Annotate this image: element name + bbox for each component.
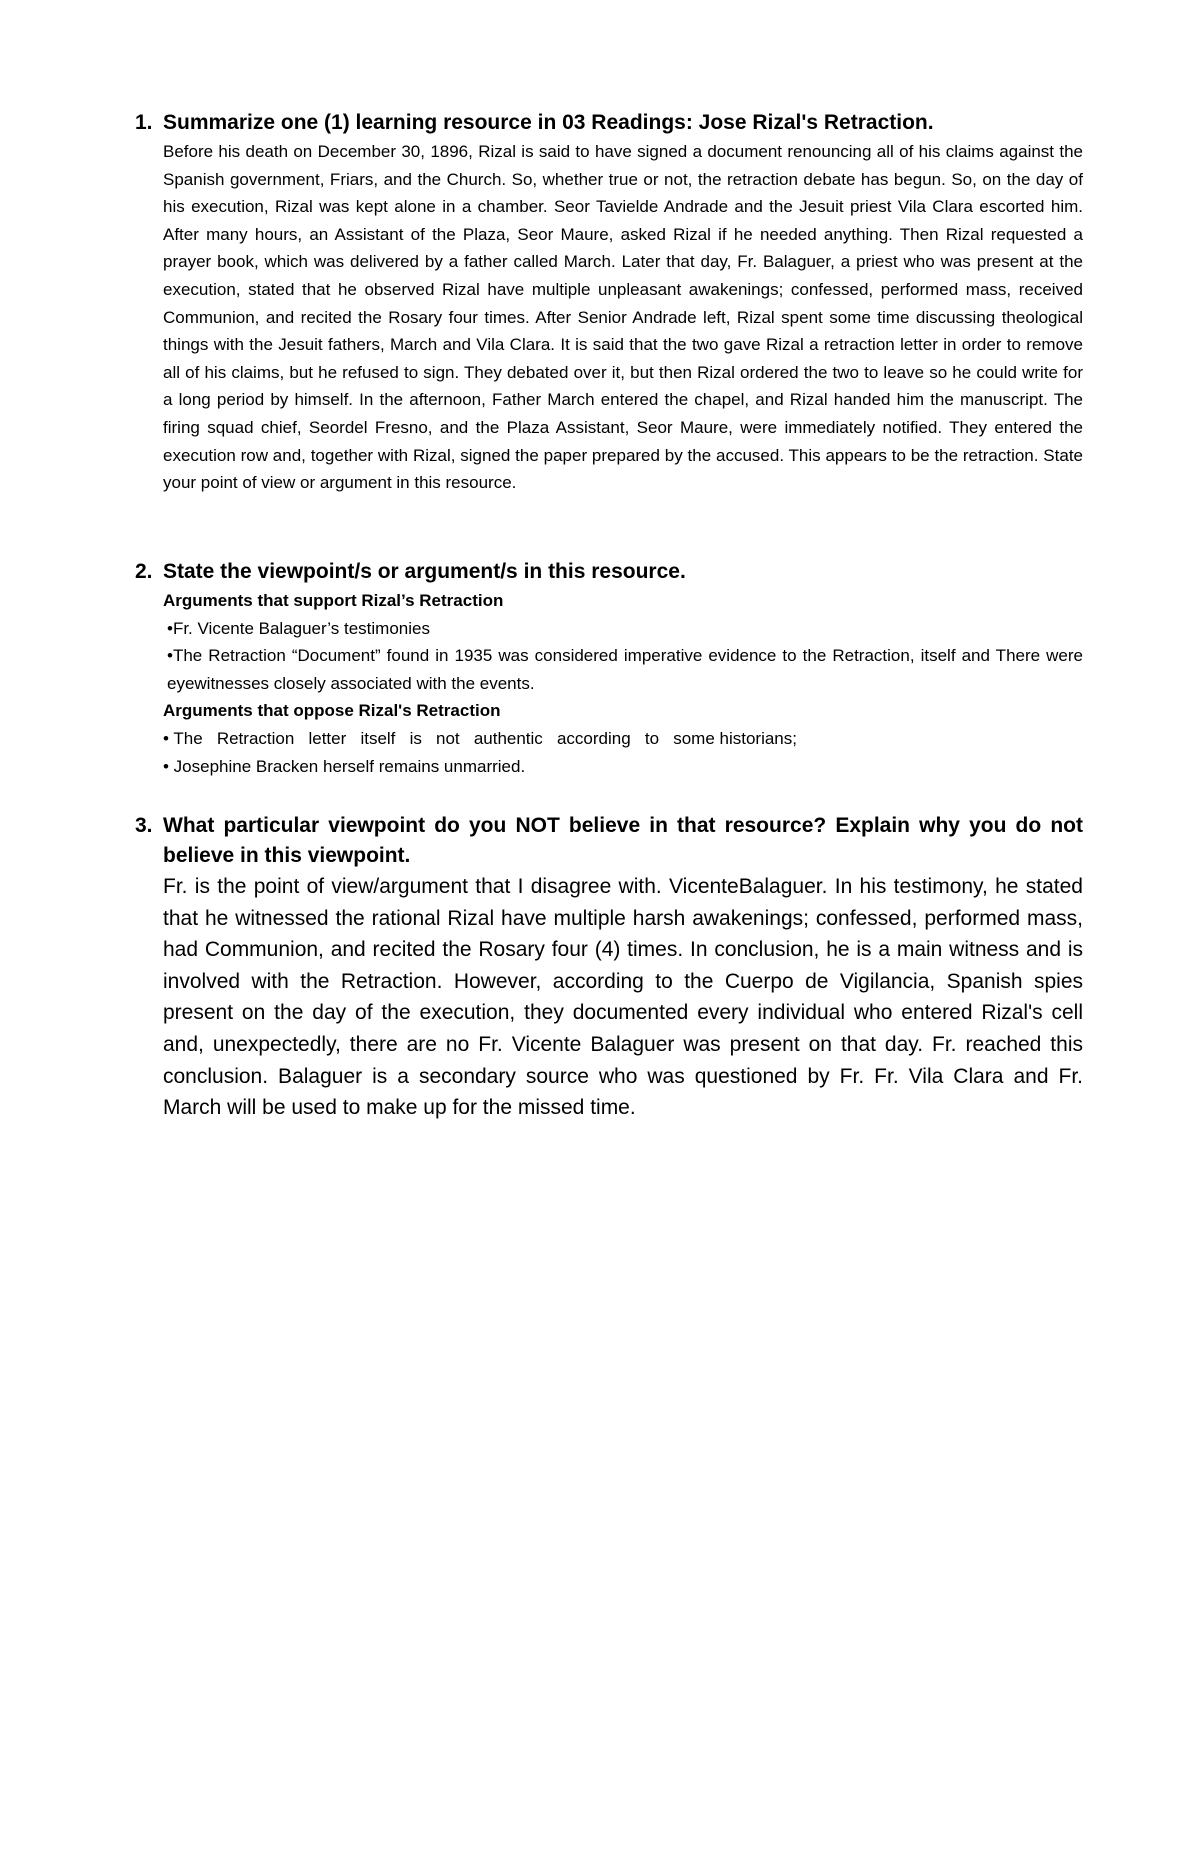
- question-1: [135, 108, 1083, 497]
- question-3-title: What particular viewpoint do you NOT believe in that resource? Explain why you do not believe in this viewpoint.: [163, 814, 1083, 867]
- question-3-answer: Fr. is the point of view/argument that I disagree with. VicenteBalaguer. In his testimony, he stated that he witnessed the rational Rizal have multiple harsh awakenings; confessed, performed mass, had Communion, and recited the Rosary four (4) times. In conclusion, he is a main witness and is involved with the Retraction. However, according to the Cuerpo de Vigilancia, Spanish spies present on the day of the execution, they documented every individual who entered Rizal's cell and, unexpectedly, there are no Fr. Vicente Balaguer was present on that day. Fr. reached this conclusion. Balaguer is a secondary source who was questioned by Fr. Fr. Vila Clara and Fr. March will be used to make up for the missed time.: [163, 875, 1083, 1120]
- support-arguments-heading: Arguments that support Rizal’s Retraction: [163, 591, 504, 610]
- question-1-title: Summarize one (1) learning resource in 03 Readings: Jose Rizal's Retraction.: [163, 111, 934, 134]
- question-3-number: 3.: [135, 814, 153, 837]
- question-2-title: State the viewpoint/s or argument/s in this resource.: [163, 560, 686, 583]
- question-3: [135, 811, 1083, 1124]
- question-2: [135, 557, 1083, 780]
- support-argument-item: •The Retraction “Document” found in 1935 was considered imperative evidence to the Retraction, itself and There were eyewitnesses closely associated with the events.: [167, 646, 1083, 693]
- question-2-answer: [135, 587, 1083, 780]
- question-2-heading: [135, 557, 1083, 587]
- question-2-number: 2.: [135, 560, 153, 583]
- oppose-argument-item: • Josephine Bracken herself remains unmarried.: [163, 756, 526, 776]
- question-1-number: 1.: [135, 111, 153, 134]
- oppose-argument-item: • The Retraction letter itself is not authentic according to some historians;: [163, 728, 797, 748]
- question-1-answer: Before his death on December 30, 1896, Rizal is said to have signed a document renouncing all of his claims against the Spanish government, Friars, and the Church. So, whether true or not, the retraction debate has begun. So, on the day of his execution, Rizal was kept alone in a chamber. Seor Tavielde Andrade and the Jesuit priest Vila Clara escorted him. After many hours, an Assistant of the Plaza, Seor Maure, asked Rizal if he needed anything. Then Rizal requested a prayer book, which was delivered by a father called March. Later that day, Fr. Balaguer, a priest who was present at the execution, stated that he observed Rizal have multiple unpleasant awakenings; confessed, performed mass, received Communion, and recited the Rosary four times. After Senior Andrade left, Rizal spent some time discussing theological things with the Jesuit fathers, March and Vila Clara. It is said that the two gave Rizal a retraction letter in order to remove all of his claims, but he refused to sign. They debated over it, but then Rizal ordered the two to leave so he could write for a long period by himself. In the afternoon, Father March entered the chapel, and Rizal handed him the manuscript. The firing squad chief, Seordel Fresno, and the Plaza Assistant, Seor Maure, were immediately notified. They entered the execution row and, together with Rizal, signed the paper prepared by the accused. This appears to be the retraction. State your point of view or argument in this resource.: [163, 142, 1083, 493]
- oppose-arguments-heading: Arguments that oppose Rizal's Retraction: [163, 701, 501, 721]
- support-argument-item: •Fr. Vicente Balaguer’s testimonies: [167, 618, 430, 638]
- question-1-heading: [135, 108, 1083, 138]
- question-3-heading: [135, 811, 1083, 871]
